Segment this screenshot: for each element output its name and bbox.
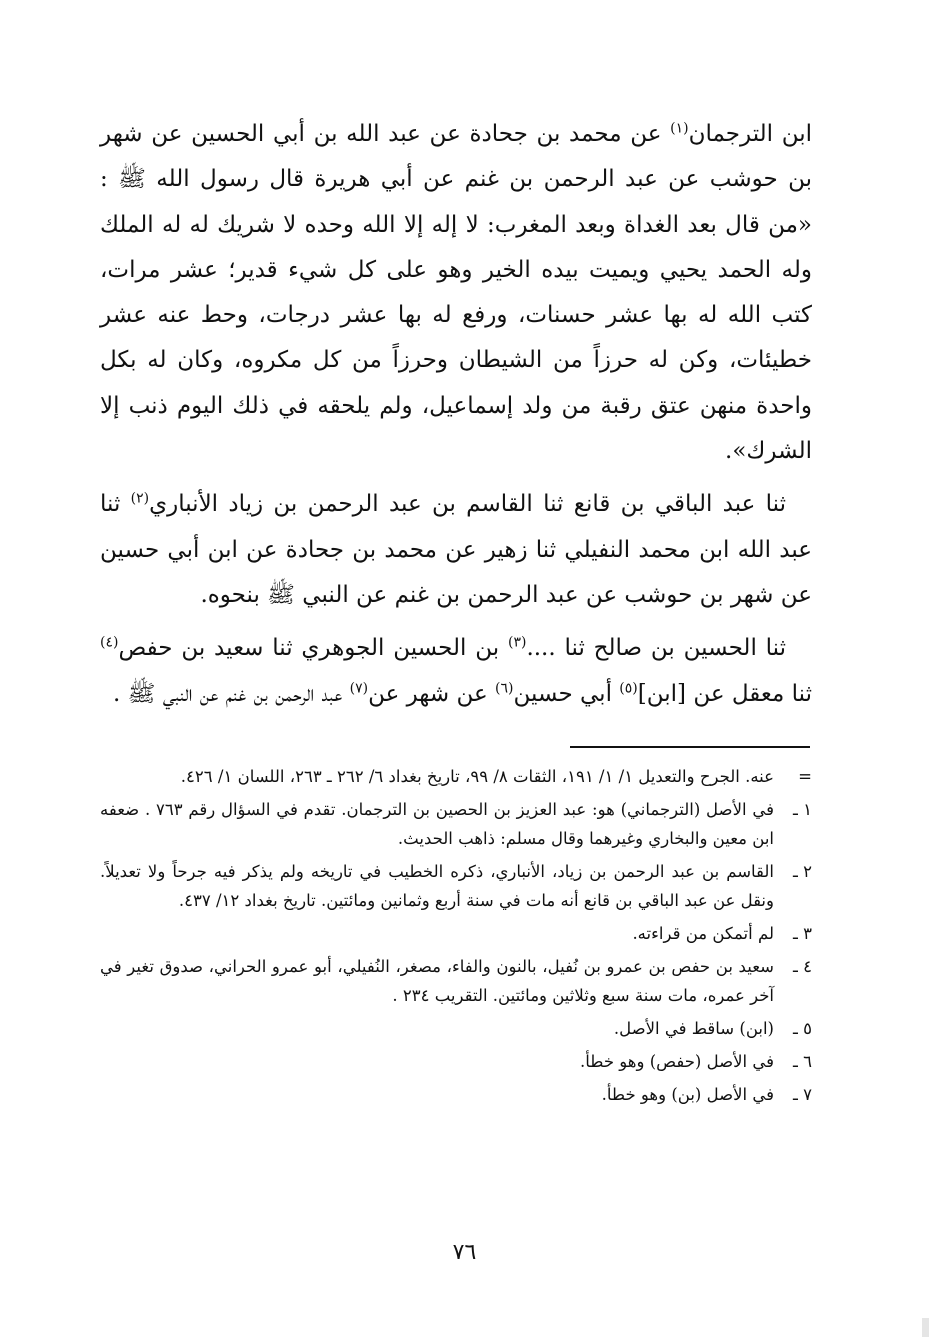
footnote-number: ٥ ـ: [793, 1019, 812, 1038]
footnote-number: ٢ ـ: [793, 862, 812, 881]
paragraph-1-text: ابن الترجمان: [688, 121, 812, 147]
footnote-ref-5: (٥): [619, 679, 638, 696]
footnote-3: [100, 919, 812, 948]
footnote-ref-7: (٧): [349, 679, 369, 696]
paragraph-3-text: ثنا الحسين بن صالح ثنا ....: [526, 635, 787, 662]
footnote-text: في الأصل (الترجماني) هو: عبد العزيز بن الحصين بن الترجمان. تقدم في السؤال رقم ٧٦٣ . ضعفه ابن معين والبخاري وغيرهما وقال مسلم: ذاهب الحديث.: [100, 800, 774, 848]
footnote-number: =: [798, 767, 812, 786]
page-number: ٧٦: [452, 1240, 477, 1265]
footnote-text: سعيد بن حفص بن عمرو بن نُفيل، بالنون والفاء، مصغر، النُفيلي، أبو عمرو الحراني، صدوق تغير في آخر عمره، مات سنة سبع وثلاثين ومائتين. التقريب ٢٣٤ .: [100, 957, 774, 1005]
main-text: [100, 112, 812, 717]
paragraph-3-text: عن شهر عن: [368, 680, 496, 707]
footnote-separator: [570, 746, 810, 748]
paragraph-2-text: ثنا عبد الله ابن محمد النفيلي ثنا زهير عن محمد بن جحادة عن ابن أبي حسين عن شهر بن حوشب عن عبد الرحمن بن غنم عن النبي ﷺ بنحوه.: [100, 491, 812, 608]
paragraph-3-text: بن الحسين الجوهري ثنا سعيد بن حفص: [118, 635, 508, 662]
footnote-text: في الأصل (حفص) وهو خطأ.: [580, 1052, 774, 1071]
footnote-4: [100, 952, 812, 1010]
footnote-ref-3: (٣): [507, 634, 527, 651]
paragraph-3-text: ثنا معقل عن [ابن]: [637, 680, 812, 707]
footnote-number: ٧ ـ: [793, 1085, 812, 1104]
footnote-ref-6: (٦): [495, 679, 514, 696]
footnote-number: ٦ ـ: [793, 1052, 812, 1071]
footnote-text: عنه. الجرح والتعديل ١/ ١/ ١٩١، الثقات ٨/ ٩٩، تاريخ بغداد ٦/ ٢٦٢ ـ ٢٦٣، اللسان ١/ ٤٢٦.: [180, 767, 774, 786]
footnote-ref-4: (٤): [100, 634, 119, 651]
footnotes: [100, 762, 812, 1109]
footnote-text: في الأصل (بن) وهو خطأ.: [601, 1085, 774, 1104]
paragraph-1-text: عن محمد بن جحادة عن عبد الله بن أبي الحسين عن شهر بن حوشب عن عبد الرحمن بن غنم عن أبي هريرة قال رسول الله ﷺ : «من قال بعد الغداة وبعد المغرب: لا إله إلا الله وحده لا شريك له له الملك وله الحمد يحيي ويميت بيده الخير وهو على كل شيء قدير؛ عشر مرات، كتب الله له بها عشر حسنات، ورفع له بها عشر درجات، وحط عنه عشر خطيئات، وكن له حرزاً من الشيطان وحرزاً من كل مكروه، وكان له بكل واحدة منهن عتق رقبة من ولد إسماعيل، ولم يلحقه في ذلك اليوم ذنب إلا الشرك».: [100, 121, 812, 465]
paragraph-3-text: أبي حسين: [513, 680, 620, 707]
footnote-5: [100, 1014, 812, 1043]
paragraph-1: [100, 112, 812, 474]
footnote-continued: [100, 762, 812, 791]
paragraph-3-text: عبد الرحمن بن غنم عن النبي ﷺ .: [113, 680, 350, 707]
footnote-number: ١ ـ: [793, 800, 812, 819]
footnote-7: [100, 1080, 812, 1109]
footnote-ref-1: (١): [670, 120, 689, 137]
paragraph-2-text: ثنا عبد الباقي بن قانع ثنا القاسم بن عبد الرحمن بن زياد الأنباري: [149, 491, 786, 518]
paragraph-2: [100, 482, 812, 618]
footnote-number: ٤ ـ: [793, 957, 812, 976]
scan-edge-mark: [922, 1318, 929, 1337]
footnote-2: [100, 857, 812, 915]
footnote-ref-2: (٢): [130, 490, 150, 507]
footnote-text: لم أتمكن من قراءته.: [632, 924, 774, 943]
footnote-text: القاسم بن عبد الرحمن بن زياد، الأنباري، ذكره الخطيب في تاريخه ولم يذكر فيه جرحاً ولا تعديلاً. ونقل عن عبد الباقي بن قانع أنه مات في سنة أربع وثمانين ومائتين. تاريخ بغداد ١٢/ ٤٣٧.: [100, 862, 774, 910]
footnote-number: ٣ ـ: [793, 924, 812, 943]
paragraph-3: [100, 626, 812, 717]
footnote-6: [100, 1047, 812, 1076]
footnote-text: (ابن) ساقط في الأصل.: [613, 1019, 774, 1038]
footnote-1: [100, 795, 812, 853]
